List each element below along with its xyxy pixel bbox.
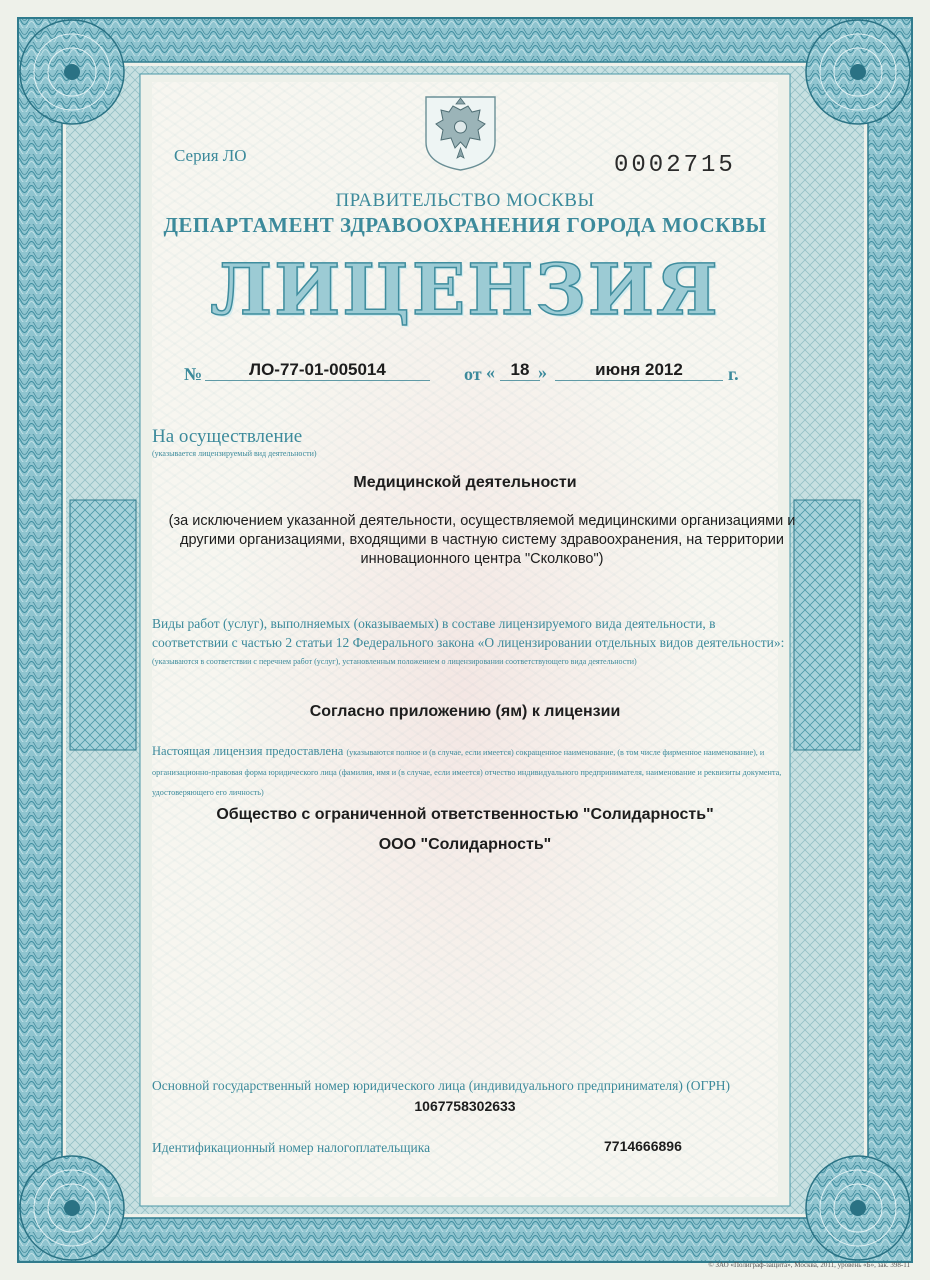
activity-exception: (за исключением указанной деятельности, осуществляемой медицинскими организациями и другими организациями, входящими в частную систему здравоохранения, на территории инновационного центра "Сколково"): [168, 513, 796, 567]
license-number: ЛО-77-01-005014: [205, 360, 430, 381]
form-number: 0002715: [614, 152, 736, 179]
grant-description: [152, 742, 792, 802]
works-description: Виды работ (услуг), выполняемых (оказываемых) в составе лицензируемого вида деятельности, в соответствии с частью 2 статьи 12 Федерального закона «О лицензировании отдельных видов деятельности»:: [152, 616, 785, 650]
works-note: (указываются в соответствии с перечнем работ (услуг), установленным положением о лицензировании соответствующего вида деятельности): [152, 657, 637, 666]
department-heading: ДЕПАРТАМЕНТ ЗДРАВООХРАНЕНИЯ ГОРОДА МОСКВЫ: [163, 213, 767, 237]
coat-of-arms-icon: [423, 94, 498, 172]
inn-label: Идентификационный номер налогоплательщика: [152, 1140, 431, 1155]
document-title: ЛИЦЕНЗИЯ: [210, 248, 720, 331]
license-day: 18: [500, 360, 540, 381]
license-month-year: июня 2012: [555, 360, 723, 381]
grant-note: (указываются полное и (в случае, если имеется) сокращенное наименование, (в том числе фирменное наименование), и организационно-правовая форма юридического лица (фамилия, имя и (в случае, если имеется) отчество индивидуального предпринимателя, наименование и реквизиты документа, удостоверяющего его личность): [152, 748, 782, 797]
organization-short-name: ООО "Солидарность": [378, 836, 552, 853]
ogrn-value: 1067758302633: [414, 1098, 516, 1114]
from-label: от: [464, 364, 482, 384]
organization-full-name: Общество с ограниченной ответственностью "Солидарность": [216, 806, 714, 823]
ogrn-label: Основной государственный номер юридического лица (индивидуального предпринимателя) (ОГРН): [152, 1078, 731, 1093]
inn-value: 7714666896: [604, 1138, 682, 1154]
government-heading: ПРАВИТЕЛЬСТВО МОСКВЫ: [335, 190, 595, 211]
activity-label: На осуществление: [152, 426, 303, 447]
quote-close: »: [538, 362, 547, 382]
grant-lead: Настоящая лицензия предоставлена: [152, 744, 344, 758]
printer-imprint: © ЗАО «Полиграф-защита», Москва, 2011, уровень «Б», зак. 398-11: [708, 1261, 910, 1269]
series-label: Серия ЛО: [174, 146, 247, 165]
activity-value: Медицинской деятельности: [353, 474, 577, 491]
quote-open: «: [486, 362, 495, 382]
number-sign-label: №: [184, 364, 203, 384]
works-value: Согласно приложению (ям) к лицензии: [309, 703, 621, 720]
activity-note: (указывается лицензируемый вид деятельности): [152, 449, 317, 458]
year-suffix: г.: [728, 364, 739, 384]
